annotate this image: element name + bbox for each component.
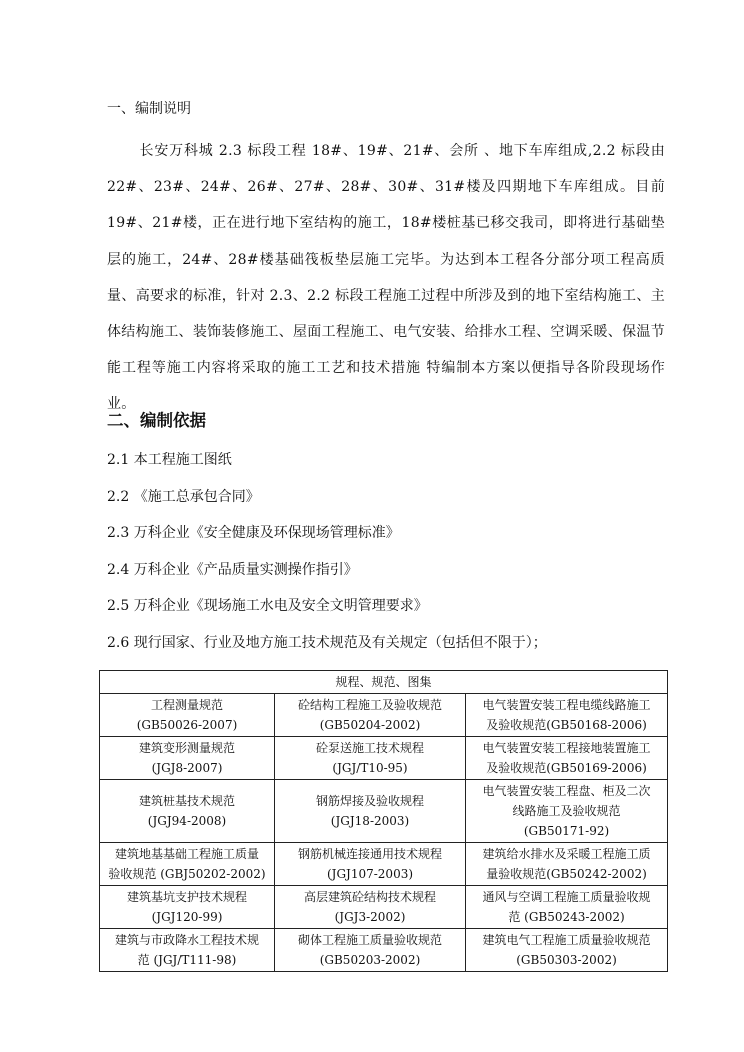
table-cell: 建筑基坑支护技术规程 (JGJ120-99) bbox=[100, 886, 275, 929]
section-heading-2: 二、编制依据 bbox=[107, 411, 206, 430]
table-cell: 钢筋焊接及验收规程 (JGJ18-2003) bbox=[275, 780, 466, 843]
table-cell: 砼结构工程施工及验收规范 (GB50204-2002) bbox=[275, 694, 466, 737]
basis-item: 2.1 本工程施工图纸 bbox=[107, 452, 232, 468]
section-heading-1: 一、编制说明 bbox=[107, 101, 191, 117]
table-row bbox=[100, 737, 668, 780]
table-cell: 建筑与市政降水工程技术规 范 (JGJ/T111-98) bbox=[100, 929, 275, 972]
table-cell: 建筑电气工程施工质量验收规范 (GB50303-2002) bbox=[466, 929, 668, 972]
basis-item: 2.4 万科企业《产品质量实测操作指引》 bbox=[107, 561, 358, 578]
table-cell: 电气装置安装工程接地装置施工 及验收规范(GB50169-2006) bbox=[466, 737, 668, 780]
table-cell: 砌体工程施工质量验收规范 (GB50203-2002) bbox=[275, 929, 466, 972]
table-cell: 电气装置安装工程电缆线路施工 及验收规范(GB50168-2006) bbox=[466, 694, 668, 737]
table-row bbox=[100, 780, 668, 843]
table-cell: 建筑地基基础工程施工质量 验收规范 (GBJ50202-2002) bbox=[100, 843, 275, 886]
table-cell: 工程测量规范 (GB50026-2007) bbox=[100, 694, 275, 737]
table-row bbox=[100, 694, 668, 737]
table-row bbox=[100, 929, 668, 972]
table-cell: 建筑桩基技术规范 (JGJ94-2008) bbox=[100, 780, 275, 843]
basis-item: 2.3 万科企业《安全健康及环保现场管理标准》 bbox=[107, 525, 400, 541]
table-cell: 建筑变形测量规范 (JGJ8-2007) bbox=[100, 737, 275, 780]
table-cell: 砼泵送施工技术规程 (JGJ/T10-95) bbox=[275, 737, 466, 780]
standards-table bbox=[99, 670, 668, 972]
table-row bbox=[100, 886, 668, 929]
intro-paragraph bbox=[107, 133, 665, 423]
table-header: 规程、规范、图集 bbox=[100, 671, 668, 694]
table-cell: 钢筋机械连接通用技术规程 (JGJ107-2003) bbox=[275, 843, 466, 886]
intro-paragraph-text: 长安万科城 2.3 标段工程 18#、19#、21#、会所 、地下车库组成,2.2 标段由 22#、23#、24#、26#、27#、28#、30#、31#楼及四期地下车库组成。目前 19#、21#楼，正在进行地下室结构的施工，18#楼桩基已移交我司，即将进行基础垫层的施工，24#、28#楼基础筏板垫层施工完毕。为达到本工程各分部分项工程高质量、高要求的标准，针对 2.3、2.2 标段工程施工过程中所涉及到的地下室结构施工、主体结构施工、装饰装修施工、屋面工程施工、电气安装、给排水工程、空调采暖、保温节能工程等施工内容将采取的施工工艺和技术措施 特编制本方案以便指导各阶段现场作业。 bbox=[107, 143, 665, 413]
table-cell: 高层建筑砼结构技术规程 (JGJ3-2002) bbox=[275, 886, 466, 929]
basis-list bbox=[107, 450, 667, 669]
basis-item: 2.6 现行国家、行业及地方施工技术规范及有关规定（包括但不限于）； bbox=[107, 634, 547, 651]
basis-item: 2.2 《施工总承包合同》 bbox=[107, 488, 260, 505]
table-cell: 通风与空调工程施工质量验收规 范 (GB50243-2002) bbox=[466, 886, 668, 929]
basis-item: 2.5 万科企业《现场施工水电及安全文明管理要求》 bbox=[107, 598, 428, 614]
table-cell: 电气装置安装工程盘、柜及二次 线路施工及验收规范 (GB50171-92) bbox=[466, 780, 668, 843]
table-cell: 建筑给水排水及采暖工程施工质 量验收规范(GB50242-2002) bbox=[466, 843, 668, 886]
table-row bbox=[100, 843, 668, 886]
